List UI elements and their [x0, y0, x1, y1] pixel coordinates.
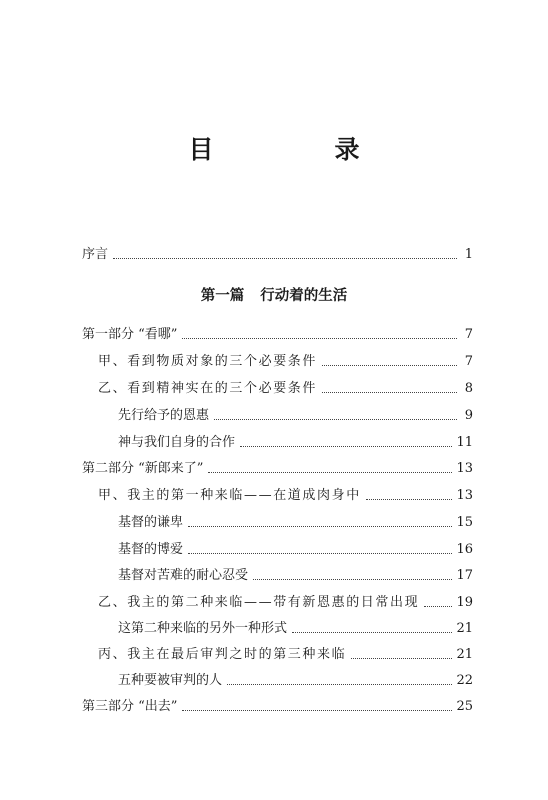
section-heading — [0, 286, 548, 306]
toc-entry-label: 第二部分 “新郎来了” — [82, 461, 204, 476]
dot-leader — [351, 658, 452, 659]
toc-entry-2c[interactable] — [98, 646, 473, 664]
toc-entry-label: 五种要被审判的人 — [118, 673, 223, 688]
dot-leader — [240, 446, 452, 447]
toc-entry-part-2[interactable] — [82, 460, 473, 478]
toc-entry-2b-1[interactable] — [118, 620, 473, 638]
dot-leader — [322, 392, 457, 393]
toc-entry-page: 8 — [464, 381, 473, 396]
toc-entry-1b-2[interactable] — [118, 434, 473, 452]
dot-leader — [366, 499, 453, 500]
toc-entry-label: 基督的博爱 — [118, 542, 184, 557]
toc-entry-2a-2[interactable] — [118, 541, 473, 559]
dot-leader — [188, 553, 452, 554]
dot-leader — [182, 338, 457, 339]
toc-entry-label: 这第二种来临的另外一种形式 — [118, 621, 288, 636]
toc-entry-part-3[interactable] — [82, 698, 473, 716]
section-heading-number: 第一篇 — [200, 287, 245, 304]
toc-entry-preface[interactable] — [82, 246, 473, 264]
toc-entry-2b[interactable] — [98, 594, 473, 612]
toc-entry-label: 第三部分 “出去” — [82, 699, 178, 714]
toc-entry-1a[interactable] — [98, 353, 473, 371]
dot-leader — [227, 684, 452, 685]
toc-entry-page: 7 — [464, 354, 473, 369]
toc-entry-page: 13 — [456, 488, 473, 503]
dot-leader — [424, 606, 452, 607]
toc-entry-label: 序言 — [82, 247, 109, 262]
toc-entry-page: 7 — [464, 327, 473, 342]
toc-entry-page: 1 — [464, 247, 473, 262]
toc-entry-page: 25 — [456, 699, 473, 714]
toc-entry-label: 神与我们自身的合作 — [118, 435, 236, 450]
toc-entry-label: 先行给予的恩惠 — [118, 408, 210, 423]
toc-entry-1b[interactable] — [98, 380, 473, 398]
toc-entry-2a-1[interactable] — [118, 514, 473, 532]
toc-entry-page: 15 — [456, 515, 473, 530]
toc-entry-page: 22 — [456, 673, 473, 688]
toc-entry-label: 乙、我主的第二种来临——带有新恩惠的日常出现 — [98, 595, 420, 610]
dot-leader — [188, 526, 452, 527]
toc-entry-page: 19 — [456, 595, 473, 610]
toc-entry-label: 第一部分 “看哪” — [82, 327, 178, 342]
toc-entry-page: 21 — [456, 621, 473, 636]
toc-entry-label: 甲、我主的第一种来临——在道成肉身中 — [98, 488, 361, 503]
toc-entry-page: 11 — [456, 435, 473, 450]
dot-leader — [292, 632, 452, 633]
toc-entry-page: 9 — [464, 408, 473, 423]
toc-entry-page: 21 — [456, 647, 473, 662]
dot-leader — [253, 579, 452, 580]
toc-entry-page: 17 — [456, 568, 473, 583]
dot-leader — [182, 710, 452, 711]
toc-entry-page: 13 — [456, 461, 473, 476]
toc-entry-label: 丙、我主在最后审判之时的第三种来临 — [98, 647, 347, 662]
toc-entry-2c-1[interactable] — [118, 672, 473, 690]
dot-leader — [208, 472, 452, 473]
page-title: 目 录 — [188, 135, 408, 164]
dot-leader — [322, 365, 457, 366]
toc-entry-label: 乙、看到精神实在的三个必要条件 — [98, 381, 318, 396]
toc-entry-label: 基督对苦难的耐心忍受 — [118, 568, 249, 583]
toc-entry-2a[interactable] — [98, 487, 473, 505]
section-heading-title: 行动着的生活 — [260, 287, 348, 304]
toc-entry-part-1[interactable] — [82, 326, 473, 344]
toc-entry-2a-3[interactable] — [118, 567, 473, 585]
toc-entry-1b-1[interactable] — [118, 407, 473, 425]
toc-entry-label: 基督的谦卑 — [118, 515, 184, 530]
dot-leader — [113, 258, 457, 259]
toc-entry-label: 甲、看到物质对象的三个必要条件 — [98, 354, 318, 369]
dot-leader — [214, 419, 457, 420]
toc-entry-page: 16 — [456, 542, 473, 557]
